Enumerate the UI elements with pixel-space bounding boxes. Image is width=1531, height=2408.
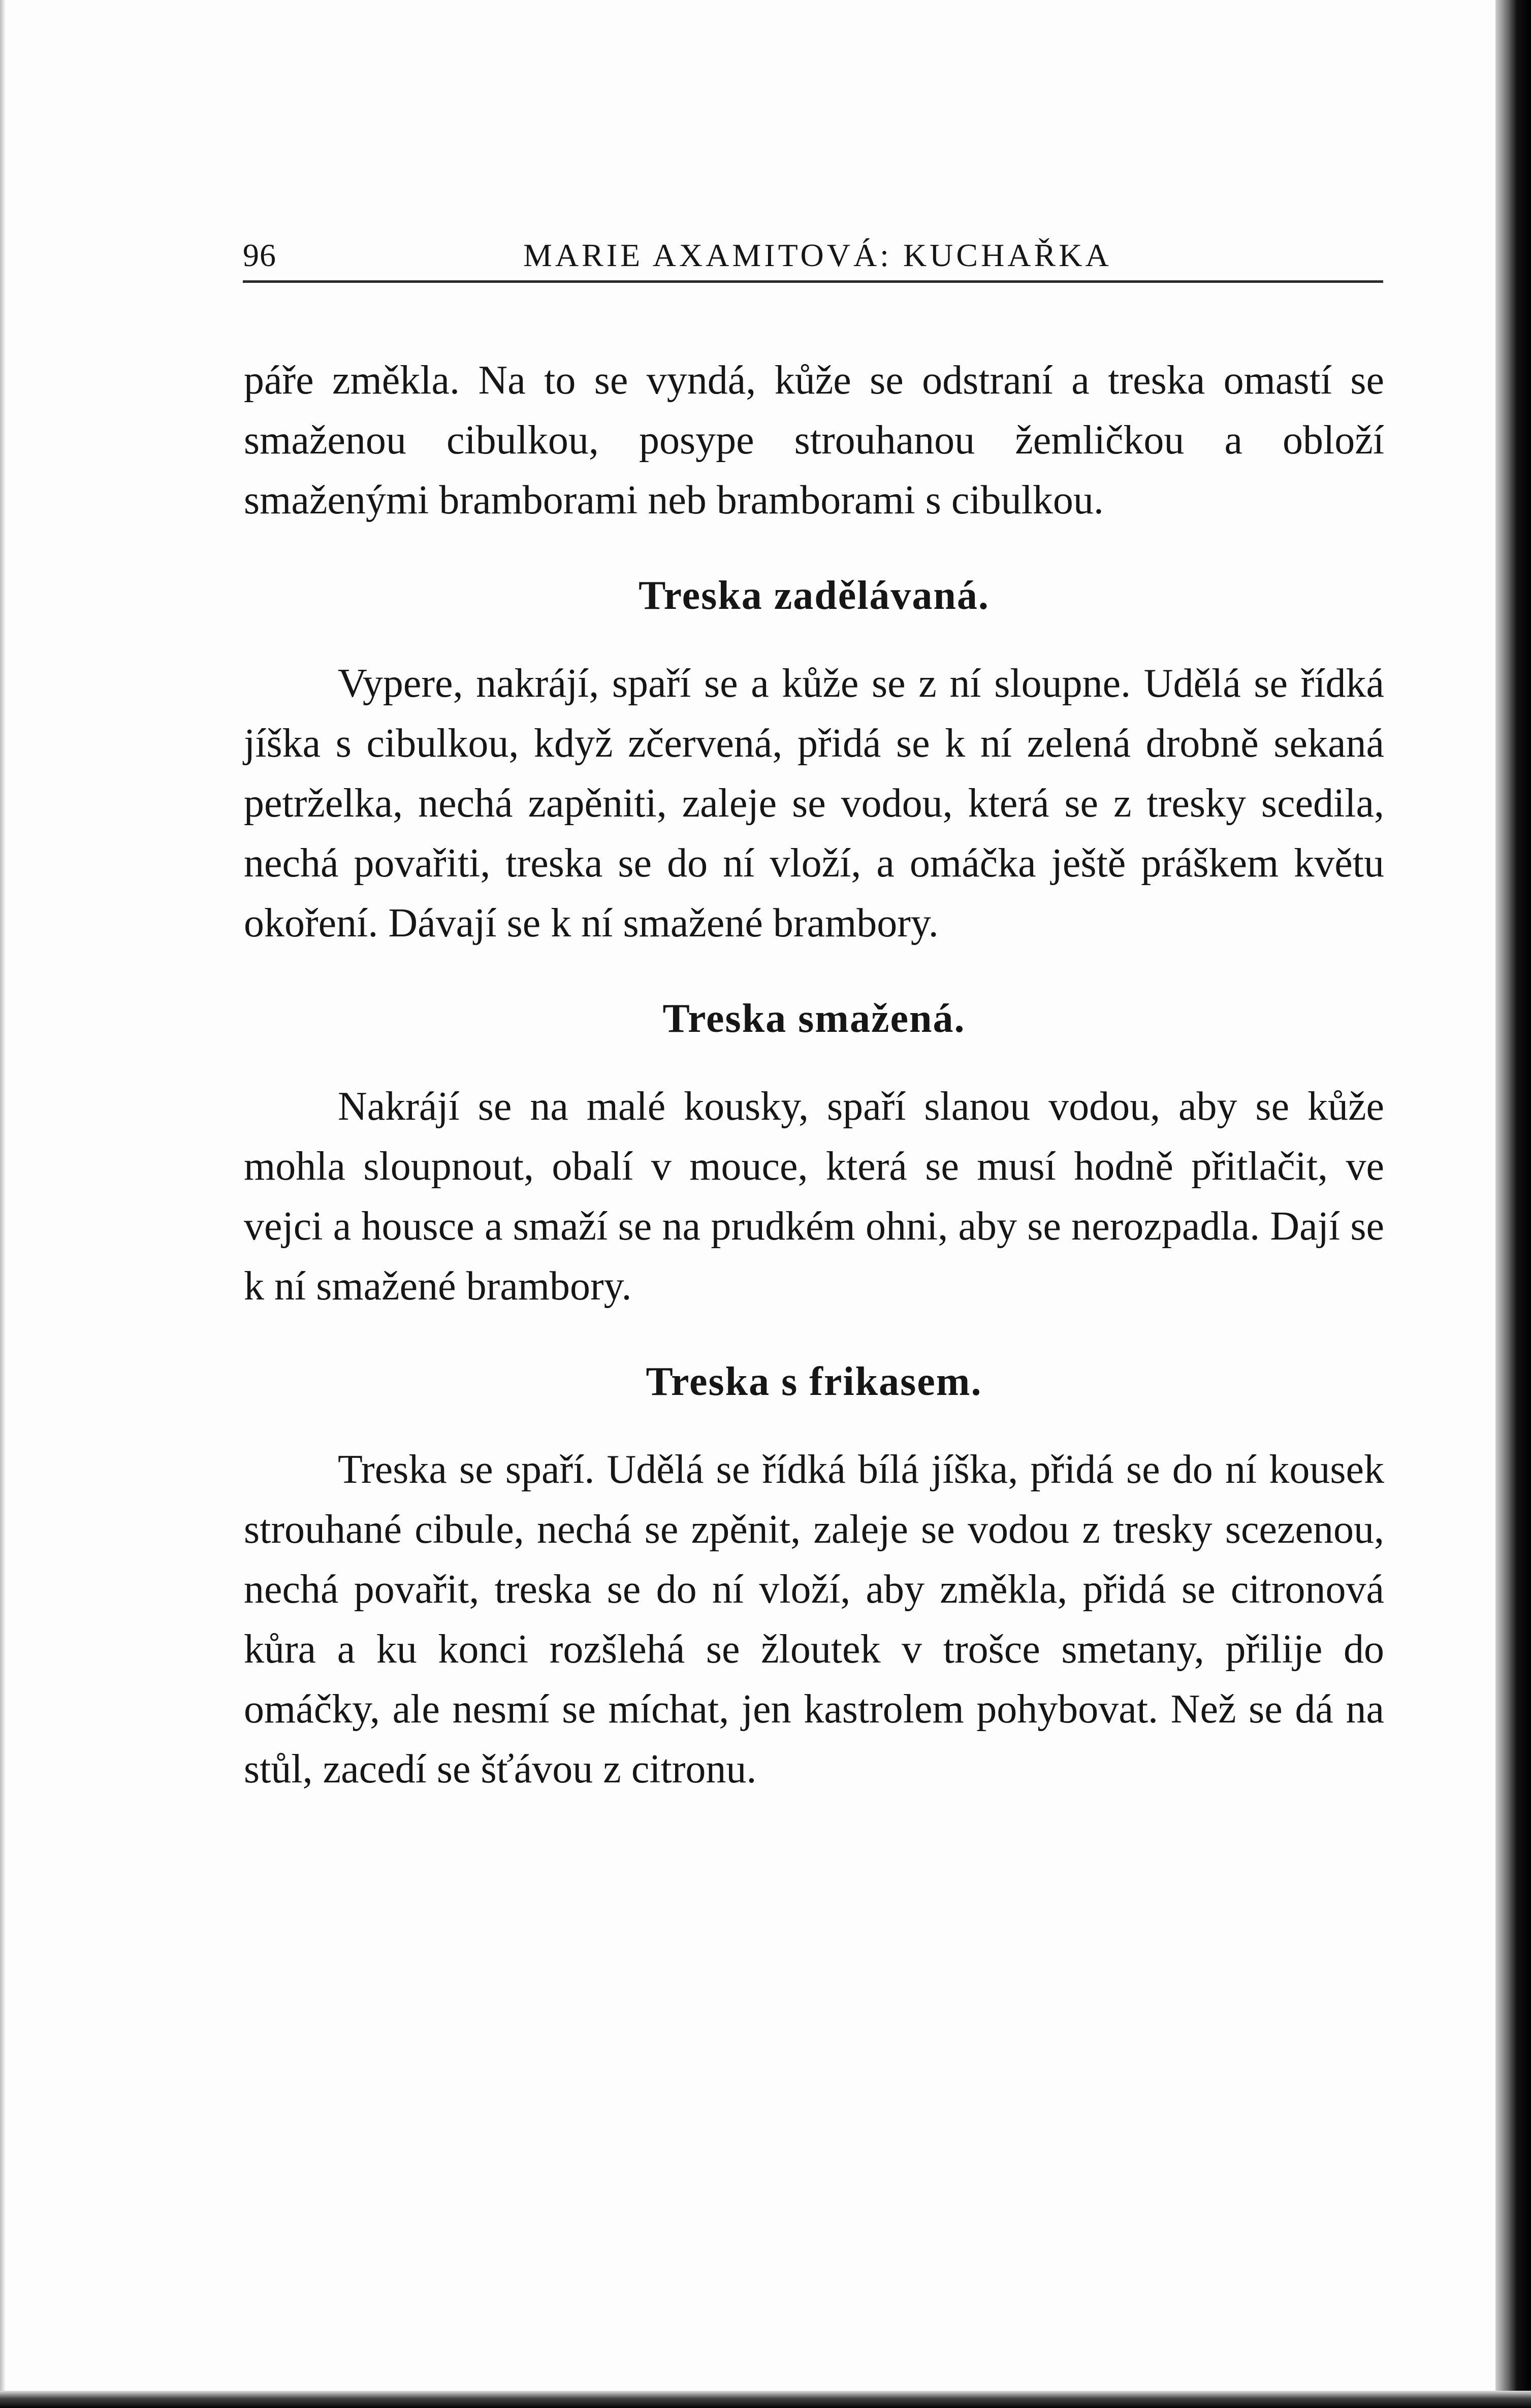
spacer [244,1316,1384,1352]
page-body [244,350,1384,1799]
spacer [244,1412,1384,1440]
recipe-text-treska-s-frikasem: Treska se spaří. Udělá se řídká bílá jíška, přidá se do ní kousek strouhané cibule, nechá se zpěnit, zaleje se vodou z tresky scezenou, nechá povařit, treska se do ní vloží, aby změkla, přidá se citronová kůra a ku konci rozšlehá se žloutek v trošce smetany, přilije do omáčky, ale nesmí se míchat, jen kastrolem pohybovat. Než se dá na stůl, zacedí se šťávou z citronu. [244,1447,1384,1792]
recipe-title-treska-smazena: Treska smažená. [662,996,966,1041]
spacer [244,953,1384,989]
spacer [244,530,1384,566]
recipe-title-treska-s-frikasem: Treska s frikasem. [646,1359,982,1404]
page-number: 96 [243,237,276,273]
spacer [244,1049,1384,1077]
scan-bottom-edge [0,2391,1531,2408]
page-header [243,231,1383,280]
scan-right-edge [1495,0,1531,2408]
recipe-title-treska-zadelavana: Treska zadělávaná. [639,573,990,618]
spacer [244,626,1384,654]
recipe-text-treska-smazena: Nakrájí se na malé kousky, spaří slanou vodou, aby se kůže mohla sloupnout, obalí v mouce, která se musí hodně přitlačit, ve vejci a housce a smaží se na prudkém ohni, aby se nerozpadla. Dají se k ní smažené brambory. [244,1084,1384,1309]
recipe-text-treska-zadelavana: Vypere, nakrájí, spaří se a kůže se z ní sloupne. Udělá se řídká jíška s cibulkou, když zčervená, přidá se k ní zelená drobně sekaná petrželka, nechá zapěniti, zaleje se vodou, která se z tresky scedila, nechá povařiti, treska se do ní vloží, a omáčka ještě práškem květu okoření. Dávají se k ní smažené brambory. [244,661,1384,946]
continued-paragraph: páře změkla. Na to se vyndá, kůže se odstraní a treska omastí se smaženou cibulkou, posype strouhanou žemličkou a obloží smaženými bramborami neb bramborami s cibulkou. [244,358,1384,523]
header-rule [243,280,1383,283]
scan-left-edge [0,0,5,2408]
running-head: MARIE AXAMITOVÁ: KUCHAŘKA [523,237,1112,273]
